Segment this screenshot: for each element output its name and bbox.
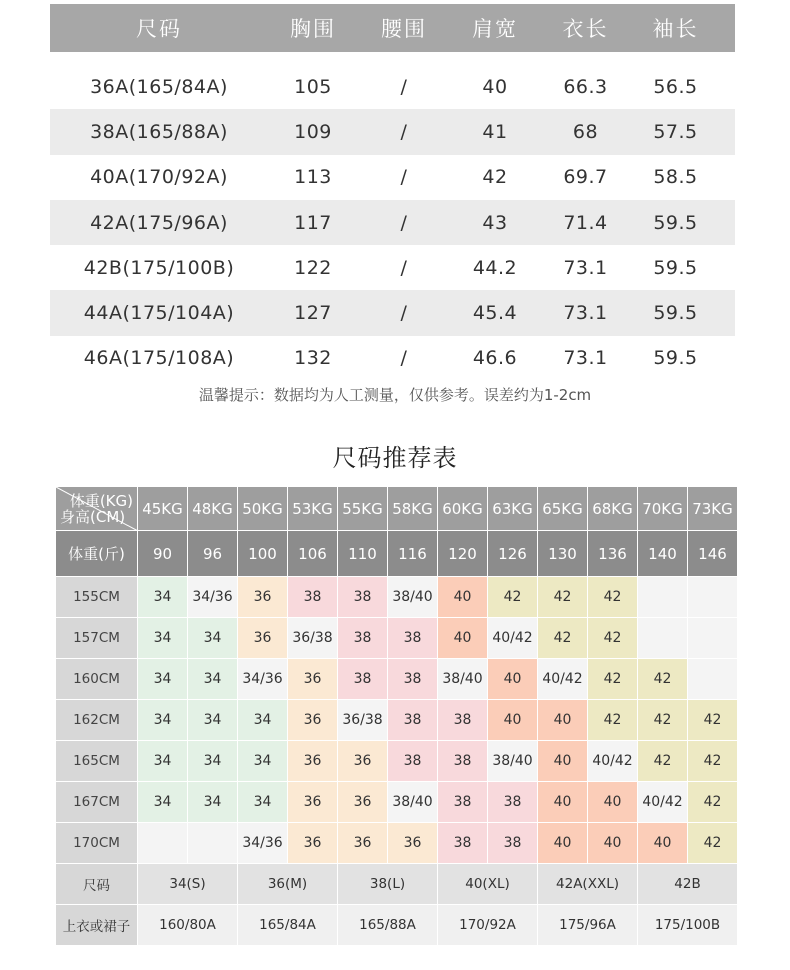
size-recommend-cell: 40/42: [488, 618, 538, 659]
size-cell: 42B(175/100B): [83, 256, 235, 279]
top-skirt-label: 上衣或裙子: [56, 905, 138, 946]
size-recommend-cell: 34: [138, 659, 188, 700]
header-length: 衣长: [562, 17, 609, 41]
size-recommend-cell: [688, 618, 738, 659]
size-recommend-cell: 38/40: [438, 659, 488, 700]
size-recommend-cell: 36: [288, 741, 338, 782]
height-row: [56, 659, 738, 700]
size-recommend-cell: 34/36: [188, 577, 238, 618]
size-recommend-cell: 34: [188, 659, 238, 700]
size-recommend-cell: 40: [488, 659, 538, 700]
size-recommend-cell: 42: [588, 618, 638, 659]
size-recommend-cell: 42: [588, 577, 638, 618]
weight-kg-cell: 50KG: [238, 487, 288, 531]
corner-weight-label: 体重(KG): [69, 492, 133, 510]
size-recommend-cell: 34: [138, 741, 188, 782]
size-recommend-cell: 40/42: [588, 741, 638, 782]
size-recommend-cell: 40: [538, 823, 588, 864]
size-recommend-cell: 38: [438, 741, 488, 782]
size-recommend-cell: 40: [538, 741, 588, 782]
size-recommend-cell: 42: [688, 741, 738, 782]
weight-jin-cell: 106: [288, 531, 338, 577]
weight-jin-cell: 146: [688, 531, 738, 577]
height-label: 162CM: [56, 700, 138, 741]
weight-kg-cell: 48KG: [188, 487, 238, 531]
size-row: [50, 245, 735, 290]
weight-kg-cell: 63KG: [488, 487, 538, 531]
top-skirt-cell: 165/84A: [238, 905, 338, 946]
size-recommend-cell: 36: [238, 577, 288, 618]
size-recommend-cell: 36: [338, 741, 388, 782]
header-shoulder: 肩宽: [472, 17, 518, 41]
size-recommend-cell: 38/40: [488, 741, 538, 782]
size-cell: 56.5: [653, 75, 698, 98]
size-cell: 73.1: [563, 302, 608, 325]
size-recommend-cell: 42: [638, 741, 688, 782]
size-cell: 127: [294, 302, 332, 325]
size-recommend-cell: 42: [488, 577, 538, 618]
size-cell: 68: [572, 120, 599, 143]
size-cell: 40A(170/92A): [90, 166, 228, 189]
size-recommend-cell: 38/40: [388, 577, 438, 618]
weight-kg-cell: 58KG: [388, 487, 438, 531]
size-cell: /: [400, 166, 408, 189]
size-recommend-cell: 36/38: [338, 700, 388, 741]
size-cell: 42: [482, 166, 508, 189]
weight-kg-row: [56, 487, 738, 531]
top-skirt-row: [56, 905, 738, 946]
size-cell: 57.5: [653, 120, 698, 143]
weight-kg-cell: 73KG: [688, 487, 738, 531]
size-recommend-cell: 40: [638, 823, 688, 864]
size-code-cell: 42A(XXL): [538, 864, 638, 905]
weight-jin-cell: 110: [338, 531, 388, 577]
height-row: [56, 823, 738, 864]
size-recommend-cell: 36: [388, 823, 438, 864]
size-recommend-cell: 40: [538, 700, 588, 741]
size-cell: 59.5: [653, 211, 698, 234]
size-recommend-cell: [638, 618, 688, 659]
header-chest: 胸围: [290, 17, 336, 41]
size-recommend-cell: 34: [238, 741, 288, 782]
size-table-header: [50, 4, 735, 52]
size-recommend-cell: 38: [288, 577, 338, 618]
size-recommend-cell: 42: [538, 618, 588, 659]
size-cell: 71.4: [563, 211, 608, 234]
size-code-cell: 38(L): [338, 864, 438, 905]
size-recommend-cell: 40: [588, 823, 638, 864]
weight-jin-cell: 100: [238, 531, 288, 577]
size-row: [50, 336, 735, 381]
size-recommend-cell: 34: [188, 741, 238, 782]
size-row: [50, 290, 735, 335]
height-label: 160CM: [56, 659, 138, 700]
size-cell: 46.6: [472, 347, 518, 370]
weight-jin-cell: 120: [438, 531, 488, 577]
height-label: 157CM: [56, 618, 138, 659]
size-cell: 113: [294, 166, 332, 189]
size-cell: 46A(175/108A): [83, 347, 235, 370]
size-recommend-cell: 40: [538, 782, 588, 823]
size-code-row: [56, 864, 738, 905]
size-cell: /: [400, 211, 408, 234]
corner-cell: [56, 487, 138, 531]
weight-jin-label: 体重(斤): [56, 531, 138, 577]
corner-height-label: 身高(CM): [60, 508, 126, 526]
size-cell: /: [400, 75, 408, 98]
size-row: [50, 109, 735, 154]
size-cell: 73.1: [563, 347, 608, 370]
size-recommend-cell: 42: [688, 782, 738, 823]
weight-jin-cell: 116: [388, 531, 438, 577]
height-label: 165CM: [56, 741, 138, 782]
measurement-note: 温馨提示：数据均为人工测量，仅供参考。误差约为1-2cm: [198, 386, 592, 404]
height-label: 167CM: [56, 782, 138, 823]
size-recommend-cell: 42: [538, 577, 588, 618]
size-cell: 132: [294, 347, 332, 370]
size-table: [50, 4, 735, 381]
size-recommend-cell: 38: [388, 618, 438, 659]
size-recommend-cell: [188, 823, 238, 864]
size-recommend-cell: 38: [438, 782, 488, 823]
size-recommend-cell: 38: [338, 659, 388, 700]
size-recommend-cell: 40: [588, 782, 638, 823]
weight-kg-cell: 60KG: [438, 487, 488, 531]
height-row: [56, 782, 738, 823]
top-skirt-cell: 170/92A: [438, 905, 538, 946]
top-skirt-cell: 165/88A: [338, 905, 438, 946]
weight-jin-cell: 126: [488, 531, 538, 577]
size-cell: 73.1: [563, 256, 608, 279]
size-recommend-cell: 34: [138, 618, 188, 659]
header-waist: 腰围: [381, 17, 427, 41]
size-recommend-cell: [638, 577, 688, 618]
size-recommend-cell: 36: [238, 618, 288, 659]
size-recommend-cell: 38: [338, 577, 388, 618]
weight-jin-row: [56, 531, 738, 577]
size-cell: 44A(175/104A): [83, 302, 235, 325]
size-cell: /: [400, 302, 408, 325]
size-recommend-cell: 34: [138, 782, 188, 823]
weight-jin-cell: 130: [538, 531, 588, 577]
weight-kg-cell: 45KG: [138, 487, 188, 531]
top-skirt-cell: 175/100B: [638, 905, 738, 946]
header-sleeve: 袖长: [652, 17, 699, 41]
size-cell: 59.5: [653, 256, 698, 279]
size-recommend-cell: 34: [238, 782, 288, 823]
size-recommend-cell: 34: [138, 577, 188, 618]
size-cell: 69.7: [563, 166, 608, 189]
size-recommend-cell: 40: [488, 700, 538, 741]
size-recommend-table: [55, 486, 738, 946]
height-row: [56, 577, 738, 618]
weight-jin-cell: 90: [138, 531, 188, 577]
size-recommend-cell: 34: [138, 700, 188, 741]
size-recommend-cell: 40: [438, 577, 488, 618]
size-cell: /: [400, 347, 408, 370]
size-cell: /: [400, 256, 408, 279]
size-recommend-cell: 40/42: [538, 659, 588, 700]
size-recommend-cell: 34: [188, 618, 238, 659]
size-recommend-cell: 38: [338, 618, 388, 659]
top-skirt-cell: 175/96A: [538, 905, 638, 946]
size-recommend-cell: 38: [388, 659, 438, 700]
size-recommend-cell: 34: [188, 782, 238, 823]
size-recommend-cell: [688, 577, 738, 618]
size-recommend-cell: 36: [338, 782, 388, 823]
size-cell: 59.5: [653, 302, 698, 325]
size-recommend-cell: [688, 659, 738, 700]
size-cell: 36A(165/84A): [90, 75, 228, 98]
size-cell: 122: [294, 256, 332, 279]
size-recommend-cell: 38: [488, 823, 538, 864]
size-recommend-cell: 38: [388, 741, 438, 782]
size-row: [50, 155, 735, 200]
size-cell: 44.2: [472, 256, 518, 279]
weight-kg-cell: 65KG: [538, 487, 588, 531]
size-recommend-cell: 42: [588, 700, 638, 741]
size-cell: 109: [294, 120, 332, 143]
size-cell: 43: [482, 211, 508, 234]
header-size: 尺码: [136, 17, 182, 41]
size-recommend-cell: 34: [238, 700, 288, 741]
size-recommend-cell: 36: [288, 700, 338, 741]
size-recommend-cell: 34: [188, 700, 238, 741]
size-recommend-cell: 38: [438, 700, 488, 741]
height-row: [56, 700, 738, 741]
weight-jin-cell: 96: [188, 531, 238, 577]
size-code-cell: 36(M): [238, 864, 338, 905]
size-cell: 117: [294, 211, 332, 234]
height-label: 170CM: [56, 823, 138, 864]
size-recommend-cell: 40/42: [638, 782, 688, 823]
size-recommend-cell: 34/36: [238, 659, 288, 700]
size-recommend-cell: 36: [338, 823, 388, 864]
recommend-title: 尺码推荐表: [332, 444, 458, 472]
size-recommend-cell: 42: [638, 700, 688, 741]
size-recommend-cell: 34/36: [238, 823, 288, 864]
size-recommend-cell: 38/40: [388, 782, 438, 823]
size-row: [50, 200, 735, 245]
size-cell: /: [400, 120, 408, 143]
size-cell: 66.3: [563, 75, 608, 98]
size-cell: 45.4: [472, 302, 518, 325]
size-cell: 58.5: [653, 166, 698, 189]
size-code-cell: 40(XL): [438, 864, 538, 905]
size-recommend-cell: 42: [688, 823, 738, 864]
height-row: [56, 741, 738, 782]
size-row: [50, 64, 735, 109]
size-recommend-cell: 42: [638, 659, 688, 700]
size-code-cell: 42B: [638, 864, 738, 905]
height-label: 155CM: [56, 577, 138, 618]
weight-kg-cell: 70KG: [638, 487, 688, 531]
size-cell: 105: [294, 75, 332, 98]
weight-kg-cell: 68KG: [588, 487, 638, 531]
size-recommend-cell: 42: [588, 659, 638, 700]
size-recommend-cell: 36: [288, 823, 338, 864]
size-recommend-cell: 36: [288, 659, 338, 700]
size-recommend-cell: 38: [488, 782, 538, 823]
size-recommend-cell: [138, 823, 188, 864]
size-code-cell: 34(S): [138, 864, 238, 905]
size-cell: 38A(165/88A): [90, 120, 228, 143]
size-cell: 40: [482, 75, 508, 98]
size-recommend-cell: 40: [438, 618, 488, 659]
size-code-label: 尺码: [56, 864, 138, 905]
size-recommend-cell: 36: [288, 782, 338, 823]
size-recommend-cell: 38: [388, 700, 438, 741]
top-skirt-cell: 160/80A: [138, 905, 238, 946]
weight-kg-cell: 55KG: [338, 487, 388, 531]
size-cell: 41: [482, 120, 508, 143]
size-recommend-cell: 38: [438, 823, 488, 864]
size-recommend-cell: 42: [688, 700, 738, 741]
size-cell: 42A(175/96A): [90, 211, 228, 234]
size-recommend-cell: 36/38: [288, 618, 338, 659]
weight-jin-cell: 136: [588, 531, 638, 577]
weight-jin-cell: 140: [638, 531, 688, 577]
height-row: [56, 618, 738, 659]
size-cell: 59.5: [653, 347, 698, 370]
weight-kg-cell: 53KG: [288, 487, 338, 531]
